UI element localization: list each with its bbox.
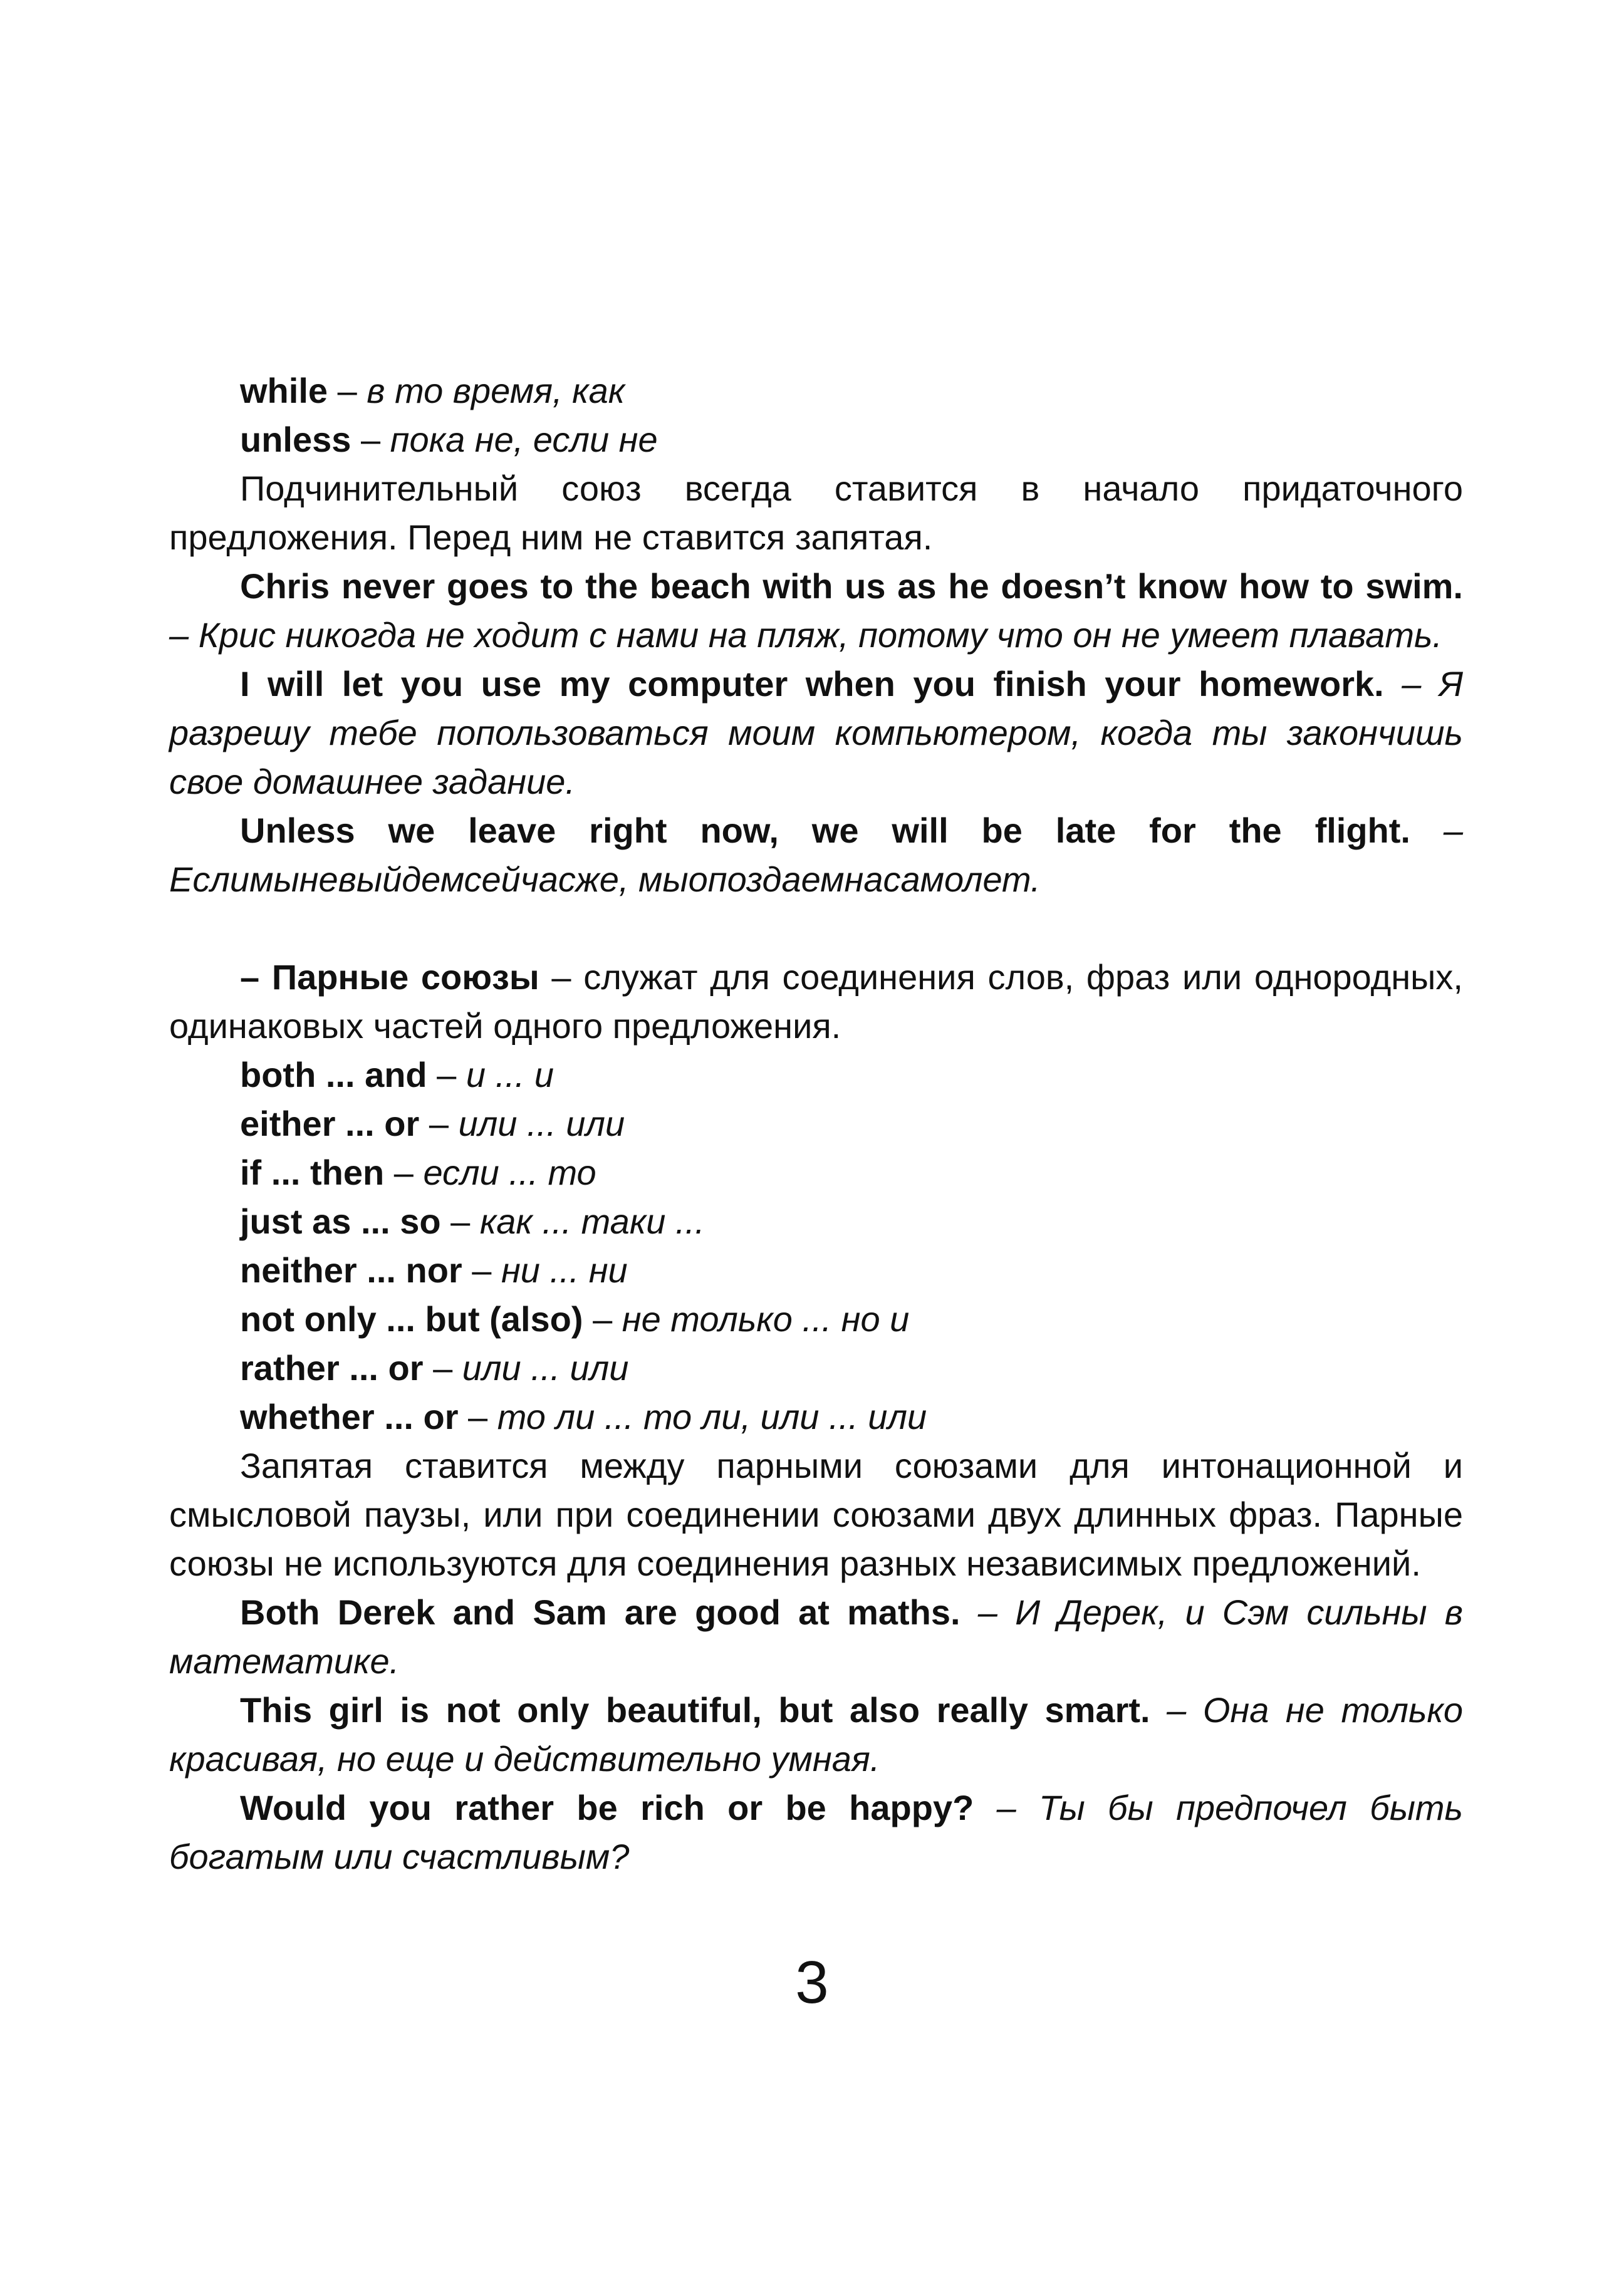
term-separator: – bbox=[462, 1250, 501, 1290]
paired-entry bbox=[169, 1393, 1463, 1441]
term-translation: в то время, как bbox=[367, 371, 625, 410]
paired-entry bbox=[169, 1148, 1463, 1197]
paired-heading-title: – Парные союзы bbox=[240, 957, 539, 997]
paired-entry bbox=[169, 1344, 1463, 1393]
term-english: not only ... but (also) bbox=[240, 1299, 583, 1339]
term-translation: пока не, если не bbox=[390, 420, 658, 459]
term-separator: – bbox=[351, 420, 390, 459]
paired-entry bbox=[169, 1197, 1463, 1246]
paired-entry bbox=[169, 1246, 1463, 1295]
term-separator: – bbox=[328, 371, 367, 410]
term-translation: или ... или bbox=[462, 1348, 629, 1388]
term-english: whether ... or bbox=[240, 1397, 459, 1436]
term-separator: – bbox=[427, 1055, 466, 1094]
paired-heading-description: – служат для соединения слов, фраз или однородных, одинаковых частей одного предложения. bbox=[169, 957, 1463, 1046]
example-subordinate bbox=[169, 806, 1463, 904]
example-paired bbox=[169, 1784, 1463, 1881]
example-english: This girl is not only beautiful, but also really smart. bbox=[240, 1690, 1150, 1730]
example-translation: – Ты бы предпочел быть богатым или счастливым? bbox=[169, 1788, 1463, 1876]
term-translation: или ... или bbox=[458, 1104, 625, 1143]
term-english: neither ... nor bbox=[240, 1250, 462, 1290]
term-translation: и ... и bbox=[466, 1055, 554, 1094]
term-separator: – bbox=[419, 1104, 459, 1143]
page-text bbox=[169, 366, 1463, 1881]
section-gap bbox=[169, 904, 1463, 953]
example-subordinate bbox=[169, 660, 1463, 806]
term-translation: как ... таки ... bbox=[479, 1202, 705, 1241]
example-paired bbox=[169, 1686, 1463, 1784]
example-translation: – Еслимыневыйдемсейчасже, мыопоздаемнасамолет. bbox=[169, 811, 1464, 899]
example-paired bbox=[169, 1588, 1463, 1686]
term-english: rather ... or bbox=[240, 1348, 424, 1388]
term-english: both ... and bbox=[240, 1055, 427, 1094]
term-english: while bbox=[240, 371, 328, 410]
term-english: just as ... so bbox=[240, 1202, 441, 1241]
example-english: Both Derek and Sam are good at maths. bbox=[240, 1592, 960, 1632]
vocab-entry-unless bbox=[169, 415, 1463, 464]
example-translation: – Я разрешу тебе попользоваться моим компьютером, когда ты закончишь свое домашнее задание. bbox=[169, 664, 1464, 801]
term-separator: – bbox=[440, 1202, 480, 1241]
term-translation: не только ... но и bbox=[622, 1299, 910, 1339]
term-separator: – bbox=[384, 1153, 424, 1192]
example-translation: – И Дерек, и Сэм сильны в математике. bbox=[169, 1592, 1463, 1681]
example-english: Chris never goes to the beach with us as he doesn’t know how to swim. bbox=[240, 566, 1463, 606]
example-subordinate bbox=[169, 562, 1463, 660]
term-separator: – bbox=[458, 1397, 497, 1436]
term-translation: если ... то bbox=[423, 1153, 596, 1192]
example-english: Would you rather be rich or be happy? bbox=[240, 1788, 974, 1827]
term-english: unless bbox=[240, 420, 351, 459]
paired-entry bbox=[169, 1099, 1463, 1148]
example-translation: – Она не только красивая, но еще и действительно умная. bbox=[169, 1690, 1463, 1779]
rule-subordinate: Подчинительный союз всегда ставится в начало придаточного предложения. Перед ним не ставится запятая. bbox=[169, 469, 1463, 557]
term-english: either ... or bbox=[240, 1104, 420, 1143]
vocab-entry-while bbox=[169, 366, 1463, 415]
paired-entry bbox=[169, 1051, 1463, 1099]
example-english: Unless we leave right now, we will be late for the flight. bbox=[240, 811, 1410, 850]
rule-paired: Запятая ставится между парными союзами для интонационной и смысловой паузы, или при соединении союзами двух длинных фраз. Парные союзы не используются для соединения разных независимых предложений. bbox=[169, 1446, 1463, 1583]
page-number: 3 bbox=[795, 1949, 829, 2016]
example-english: I will let you use my computer when you finish your homework. bbox=[240, 664, 1384, 704]
term-english: if ... then bbox=[240, 1153, 385, 1192]
paired-heading bbox=[169, 953, 1463, 1051]
example-translation: – Крис никогда не ходит с нами на пляж, потому что он не умеет плавать. bbox=[169, 615, 1442, 655]
term-separator: – bbox=[423, 1348, 462, 1388]
term-separator: – bbox=[583, 1299, 622, 1339]
term-translation: то ли ... то ли, или ... или bbox=[497, 1397, 927, 1436]
paired-entry bbox=[169, 1295, 1463, 1344]
term-translation: ни ... ни bbox=[501, 1250, 628, 1290]
